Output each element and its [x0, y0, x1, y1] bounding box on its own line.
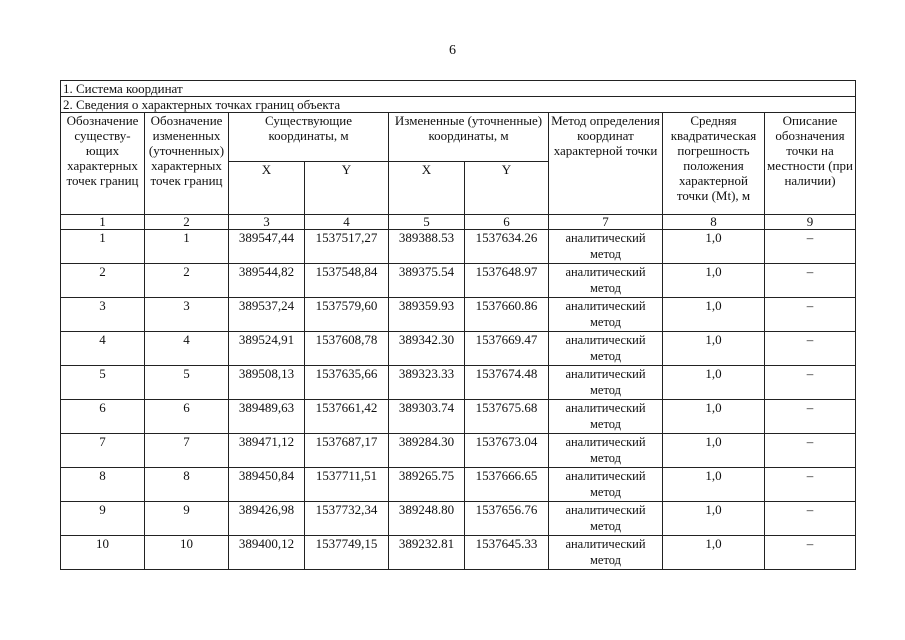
cell-y-changed: 1537675.68: [465, 400, 549, 434]
cell-x-changed: 389388.53: [389, 230, 465, 264]
cell-method: аналитический метод: [549, 434, 663, 468]
cell-x-existing: 389450,84: [229, 468, 305, 502]
cell-changed-point: 2: [145, 264, 229, 298]
cell-y-existing: 1537548,84: [305, 264, 389, 298]
cell-method: аналитический метод: [549, 400, 663, 434]
table-body: [61, 81, 856, 570]
header-description: Описание обозначения точки на местности (при наличии): [765, 113, 856, 215]
cell-x-existing: 389524,91: [229, 332, 305, 366]
cell-existing-point: 9: [61, 502, 145, 536]
cell-y-changed: 1537669.47: [465, 332, 549, 366]
header-existing-points: Обозначение существу- ющих характерных точек границ: [61, 113, 145, 215]
cell-y-existing: 1537579,60: [305, 298, 389, 332]
cell-description: –: [765, 468, 856, 502]
cell-x-changed: 389232.81: [389, 536, 465, 570]
cell-changed-point: 5: [145, 366, 229, 400]
cell-accuracy: 1,0: [663, 298, 765, 332]
cell-accuracy: 1,0: [663, 400, 765, 434]
cell-x-changed: 389323.33: [389, 366, 465, 400]
cell-description: –: [765, 230, 856, 264]
cell-accuracy: 1,0: [663, 536, 765, 570]
cell-changed-point: 9: [145, 502, 229, 536]
cell-x-existing: 389537,24: [229, 298, 305, 332]
section-row-points-info: [61, 97, 856, 113]
table-row: [61, 230, 856, 264]
cell-description: –: [765, 366, 856, 400]
cell-x-existing: 389489,63: [229, 400, 305, 434]
cell-y-existing: 1537608,78: [305, 332, 389, 366]
cell-accuracy: 1,0: [663, 264, 765, 298]
boundary-points-table: [60, 80, 856, 570]
table-row: [61, 536, 856, 570]
column-number: 1: [61, 215, 145, 230]
cell-x-changed: 389375.54: [389, 264, 465, 298]
cell-existing-point: 3: [61, 298, 145, 332]
cell-y-changed: 1537634.26: [465, 230, 549, 264]
cell-x-changed: 389265.75: [389, 468, 465, 502]
header-changed-points: Обозначение измененных (уточненных) характерных точек границ: [145, 113, 229, 215]
cell-changed-point: 4: [145, 332, 229, 366]
cell-accuracy: 1,0: [663, 230, 765, 264]
cell-y-existing: 1537661,42: [305, 400, 389, 434]
cell-accuracy: 1,0: [663, 366, 765, 400]
header-row-top: [61, 113, 856, 162]
cell-existing-point: 8: [61, 468, 145, 502]
cell-y-existing: 1537687,17: [305, 434, 389, 468]
cell-accuracy: 1,0: [663, 332, 765, 366]
cell-x-changed: 389342.30: [389, 332, 465, 366]
column-number: 2: [145, 215, 229, 230]
cell-x-existing: 389400,12: [229, 536, 305, 570]
cell-accuracy: 1,0: [663, 434, 765, 468]
cell-y-changed: 1537674.48: [465, 366, 549, 400]
column-number: 8: [663, 215, 765, 230]
cell-method: аналитический метод: [549, 264, 663, 298]
cell-existing-point: 2: [61, 264, 145, 298]
cell-y-existing: 1537732,34: [305, 502, 389, 536]
header-y-existing: Y: [305, 162, 389, 215]
cell-x-changed: 389284.30: [389, 434, 465, 468]
cell-y-changed: 1537673.04: [465, 434, 549, 468]
cell-x-existing: 389547,44: [229, 230, 305, 264]
cell-existing-point: 1: [61, 230, 145, 264]
cell-y-changed: 1537656.76: [465, 502, 549, 536]
cell-accuracy: 1,0: [663, 468, 765, 502]
section-row-coord-system: [61, 81, 856, 97]
cell-y-changed: 1537666.65: [465, 468, 549, 502]
cell-existing-point: 4: [61, 332, 145, 366]
cell-existing-point: 5: [61, 366, 145, 400]
header-accuracy: Средняя квадратическая погрешность положения характерной точки (Mt), м: [663, 113, 765, 215]
cell-y-changed: 1537648.97: [465, 264, 549, 298]
table-row: [61, 332, 856, 366]
cell-method: аналитический метод: [549, 332, 663, 366]
cell-changed-point: 7: [145, 434, 229, 468]
cell-y-existing: 1537711,51: [305, 468, 389, 502]
header-y-changed: Y: [465, 162, 549, 215]
cell-method: аналитический метод: [549, 298, 663, 332]
cell-changed-point: 8: [145, 468, 229, 502]
cell-method: аналитический метод: [549, 502, 663, 536]
page-number: 6: [449, 43, 456, 58]
cell-method: аналитический метод: [549, 468, 663, 502]
cell-y-existing: 1537749,15: [305, 536, 389, 570]
cell-existing-point: 6: [61, 400, 145, 434]
column-number: 7: [549, 215, 663, 230]
cell-description: –: [765, 400, 856, 434]
column-numbers-row: [61, 215, 856, 230]
cell-changed-point: 1: [145, 230, 229, 264]
cell-x-changed: 389248.80: [389, 502, 465, 536]
cell-x-changed: 389359.93: [389, 298, 465, 332]
cell-y-changed: 1537660.86: [465, 298, 549, 332]
cell-method: аналитический метод: [549, 366, 663, 400]
cell-description: –: [765, 536, 856, 570]
cell-existing-point: 10: [61, 536, 145, 570]
table-row: [61, 434, 856, 468]
cell-x-existing: 389426,98: [229, 502, 305, 536]
header-changed-coords: Измененные (уточненные) координаты, м: [389, 113, 549, 162]
cell-existing-point: 7: [61, 434, 145, 468]
cell-y-existing: 1537517,27: [305, 230, 389, 264]
cell-x-changed: 389303.74: [389, 400, 465, 434]
cell-description: –: [765, 502, 856, 536]
table-row: [61, 502, 856, 536]
cell-accuracy: 1,0: [663, 502, 765, 536]
cell-x-existing: 389471,12: [229, 434, 305, 468]
column-number: 6: [465, 215, 549, 230]
table-row: [61, 468, 856, 502]
cell-method: аналитический метод: [549, 230, 663, 264]
cell-changed-point: 6: [145, 400, 229, 434]
section-points-info: 2. Сведения о характерных точках границ объекта: [61, 97, 856, 113]
column-number: 5: [389, 215, 465, 230]
column-number: 3: [229, 215, 305, 230]
table-row: [61, 298, 856, 332]
section-coord-system: 1. Система координат: [61, 81, 856, 97]
table-row: [61, 400, 856, 434]
column-number: 9: [765, 215, 856, 230]
cell-description: –: [765, 298, 856, 332]
cell-x-existing: 389508,13: [229, 366, 305, 400]
header-x-changed: X: [389, 162, 465, 215]
cell-method: аналитический метод: [549, 536, 663, 570]
header-method: Метод определения координат характерной точки: [549, 113, 663, 215]
cell-y-changed: 1537645.33: [465, 536, 549, 570]
cell-description: –: [765, 332, 856, 366]
table-row: [61, 264, 856, 298]
cell-x-existing: 389544,82: [229, 264, 305, 298]
header-x-existing: X: [229, 162, 305, 215]
cell-description: –: [765, 434, 856, 468]
cell-changed-point: 10: [145, 536, 229, 570]
header-existing-coords: Существующие координаты, м: [229, 113, 389, 162]
cell-changed-point: 3: [145, 298, 229, 332]
cell-y-existing: 1537635,66: [305, 366, 389, 400]
cell-description: –: [765, 264, 856, 298]
column-number: 4: [305, 215, 389, 230]
table-row: [61, 366, 856, 400]
